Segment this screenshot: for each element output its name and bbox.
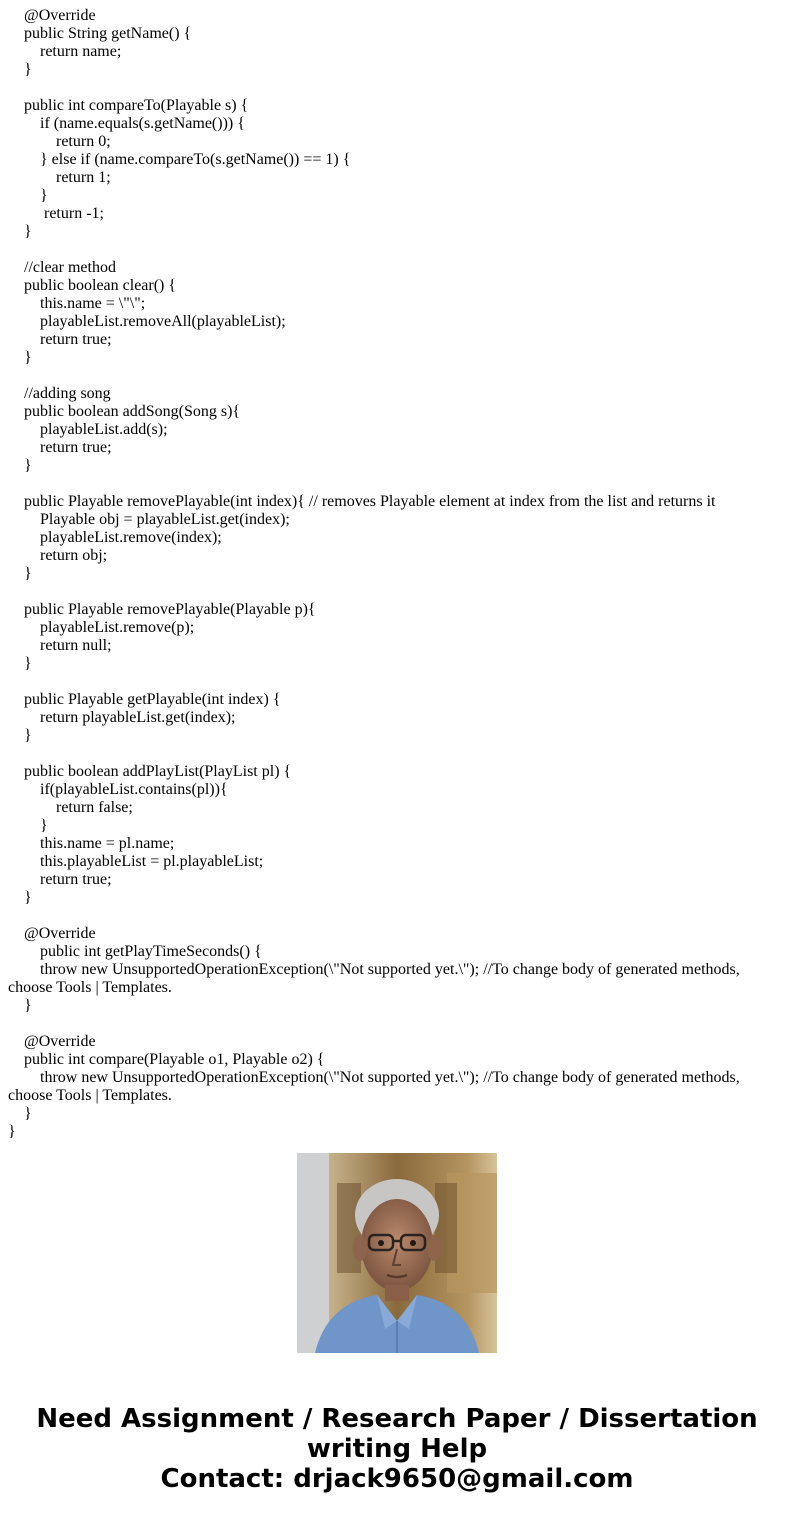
code-line: return true; [8,439,112,456]
code-line: } [8,1105,32,1122]
code-listing [8,7,788,1140]
code-line: return obj; [8,547,108,564]
code-line: public boolean addPlayList(PlayList pl) { [8,763,292,780]
person-photo-icon [297,1153,497,1353]
code-line: return 1; [8,169,111,186]
code-line: public int getPlayTimeSeconds() { [8,943,262,960]
code-line: } [8,61,32,78]
code-line: return null; [8,637,112,654]
code-line: public Playable removePlayable(Playable p){ [8,601,316,618]
code-line: return false; [8,799,133,816]
promo-line-2: writing Help [306,1434,488,1464]
code-line: if(playableList.contains(pl)){ [8,781,228,798]
code-line: throw new UnsupportedOperationException(\"Not supported yet.\"); //To change body of generated methods, [8,961,740,978]
code-line: } [8,997,32,1014]
code-line [8,1015,788,1033]
code-line: } [8,349,32,366]
promo-banner [0,1404,794,1494]
code-line: choose Tools | Templates. [8,979,172,996]
code-line: return name; [8,43,122,60]
promo-line-3: Contact: drjack9650@gmail.com [160,1464,634,1494]
code-line: playableList.remove(p); [8,619,195,636]
code-line: } [8,187,48,204]
code-line: if (name.equals(s.getName())) { [8,115,245,132]
code-line: this.playableList = pl.playableList; [8,853,264,870]
code-line: return -1; [8,205,104,222]
code-line: return playableList.get(index); [8,709,236,726]
code-line: @Override [8,925,96,942]
code-line: return true; [8,331,112,348]
code-line [8,367,788,385]
code-line [8,475,788,493]
code-line: } [8,457,32,474]
code-line: choose Tools | Templates. [8,1087,172,1104]
code-line [8,673,788,691]
code-line: return 0; [8,133,111,150]
code-line: @Override [8,7,96,24]
code-line [8,583,788,601]
code-line: playableList.removeAll(playableList); [8,313,286,330]
code-line: } else if (name.compareTo(s.getName()) == 1) { [8,151,351,168]
code-line: this.name = \"\"; [8,295,146,312]
code-line: public int compare(Playable o1, Playable o2) { [8,1051,325,1068]
code-line: //clear method [8,259,116,276]
code-line: } [8,655,32,672]
code-line: throw new UnsupportedOperationException(\"Not supported yet.\"); //To change body of generated methods, [8,1069,740,1086]
code-line: public boolean addSong(Song s){ [8,403,241,420]
promo-line-1: Need Assignment / Research Paper / Dissertation [36,1404,758,1434]
code-line: } [8,565,32,582]
code-line: playableList.add(s); [8,421,168,438]
code-line: playableList.remove(index); [8,529,222,546]
code-line: this.name = pl.name; [8,835,175,852]
code-line: public Playable removePlayable(int index){ // removes Playable element at index from the list and returns it [8,493,716,510]
code-line [8,907,788,925]
code-line: } [8,817,48,834]
code-line: //adding song [8,385,111,402]
code-line [8,745,788,763]
code-line: } [8,889,32,906]
code-line: public boolean clear() { [8,277,177,294]
code-line: public Playable getPlayable(int index) { [8,691,281,708]
code-line: Playable obj = playableList.get(index); [8,511,290,528]
code-line [8,79,788,97]
code-line: public int compareTo(Playable s) { [8,97,249,114]
code-line: @Override [8,1033,96,1050]
code-line [8,241,788,259]
avatar [297,1153,497,1353]
code-line: } [8,223,32,240]
code-line: } [8,727,32,744]
code-line: public String getName() { [8,25,192,42]
code-line: return true; [8,871,112,888]
code-line: } [8,1123,16,1140]
